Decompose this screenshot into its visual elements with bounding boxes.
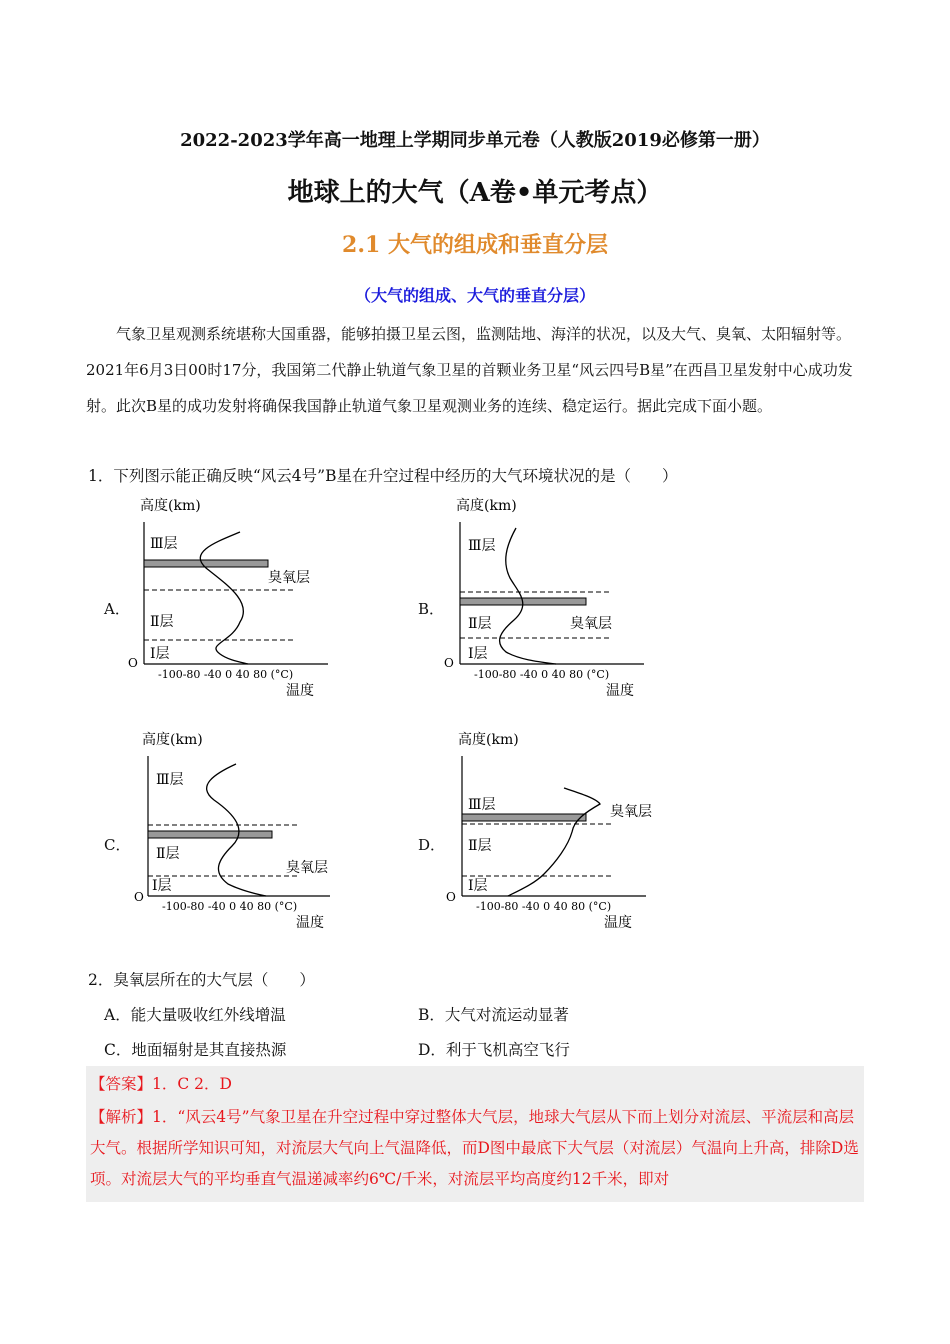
- x-axis-label: 温度: [296, 915, 324, 931]
- layer-1-label: Ⅰ层: [468, 646, 488, 662]
- diagram-d: [446, 726, 666, 932]
- question-2: 2．臭氧层所在的大气层（ ）: [88, 971, 315, 989]
- layer-3-label: Ⅲ层: [468, 538, 496, 554]
- temp-curve: [508, 788, 600, 896]
- q2-option-a: A．能大量吸收红外线增温: [104, 1006, 286, 1024]
- ozone-label: 臭氧层: [286, 860, 328, 876]
- section-title: 2.1 大气的组成和垂直分层: [342, 232, 608, 258]
- layer-2-label: Ⅱ层: [468, 838, 492, 854]
- diagram-a: [128, 492, 338, 698]
- answer-line: 【答案】1．C 2．D: [90, 1075, 232, 1093]
- ozone-label: 臭氧层: [570, 616, 612, 632]
- y-axis-label: 高度(km): [140, 498, 201, 514]
- x-axis-label: 温度: [286, 683, 314, 698]
- x-tick-labels: -100-80 -40 0 40 80 (°C): [162, 900, 298, 913]
- temp-curve: [500, 528, 556, 664]
- option-label-b: B．: [418, 600, 445, 618]
- q2-option-b: B．大气对流运动显著: [418, 1006, 569, 1024]
- x-tick-labels: -100-80 -40 0 40 80 (°C): [476, 900, 612, 913]
- ozone-label: 臭氧层: [610, 804, 652, 820]
- layer-2-label: Ⅱ层: [156, 846, 180, 862]
- layer-1-label: Ⅰ层: [468, 878, 488, 894]
- ozone-bar: [462, 814, 586, 821]
- y-axis-label: 高度(km): [458, 732, 519, 748]
- origin-label: O: [128, 656, 138, 670]
- temp-curve: [200, 532, 248, 664]
- ozone-bar: [144, 560, 268, 567]
- intro-paragraph: 气象卫星观测系统堪称大国重器，能够拍摄卫星云图，监测陆地、海洋的状况，以及大气、臭氧、太阳辐射等。2021年6月3日00时17分，我国第二代静止轨道气象卫星的首颗业务卫星“风云四号B星”在西昌卫星发射中心成功发射。此次B星的成功发射将确保我国静止轨道气象卫星观测业务的连续、稳定运行。据此完成下面小题。: [86, 325, 853, 415]
- origin-label: O: [446, 890, 456, 904]
- x-tick-labels: -100-80 -40 0 40 80 (°C): [474, 668, 610, 681]
- explanation-text: 【解析】1．“风云4号”气象卫星在升空过程中穿过整体大气层，地球大气层从下而上划分对流层、平流层和高层大气。根据所学知识可知，对流层大气向上气温降低，而D图中最底下大气层（对流层）气温向上升高，排除D选项。对流层大气的平均垂直气温递减率约6℃/千米，对流层平均高度约12千米，即对: [90, 1108, 859, 1188]
- exam-title: 2022-2023学年高一地理上学期同步单元卷（人教版2019必修第一册）: [180, 130, 770, 151]
- origin-label: O: [134, 890, 144, 904]
- diagram-c: [130, 726, 340, 932]
- topic-subtitle: （大气的组成、大气的垂直分层）: [354, 286, 595, 305]
- option-label-c: C．: [104, 836, 131, 854]
- x-tick-labels: -100-80 -40 0 40 80 (°C): [158, 668, 294, 681]
- layer-3-label: Ⅲ层: [468, 797, 496, 813]
- question-1: 1．下列图示能正确反映“风云4号”B星在升空过程中经历的大气环境状况的是（ ）: [88, 467, 678, 485]
- diagram-b: [444, 492, 654, 698]
- layer-2-label: Ⅱ层: [150, 614, 174, 630]
- unit-title: 地球上的大气（A卷•单元考点）: [287, 178, 663, 208]
- option-label-d: D．: [418, 836, 446, 854]
- layer-1-label: Ⅰ层: [150, 646, 170, 662]
- x-axis-label: 温度: [604, 915, 632, 931]
- x-axis-label: 温度: [606, 683, 634, 698]
- layer-3-label: Ⅲ层: [150, 536, 178, 552]
- y-axis-label: 高度(km): [142, 732, 203, 748]
- layer-3-label: Ⅲ层: [156, 772, 184, 788]
- option-label-a: A．: [104, 600, 130, 618]
- q2-option-d: D．利于飞机高空飞行: [418, 1041, 570, 1059]
- ozone-label: 臭氧层: [268, 570, 310, 586]
- layer-2-label: Ⅱ层: [468, 616, 492, 632]
- layer-1-label: Ⅰ层: [152, 878, 172, 894]
- q2-option-c: C．地面辐射是其直接热源: [104, 1041, 287, 1059]
- y-axis-label: 高度(km): [456, 498, 517, 514]
- ozone-bar: [148, 831, 272, 838]
- origin-label: O: [444, 656, 454, 670]
